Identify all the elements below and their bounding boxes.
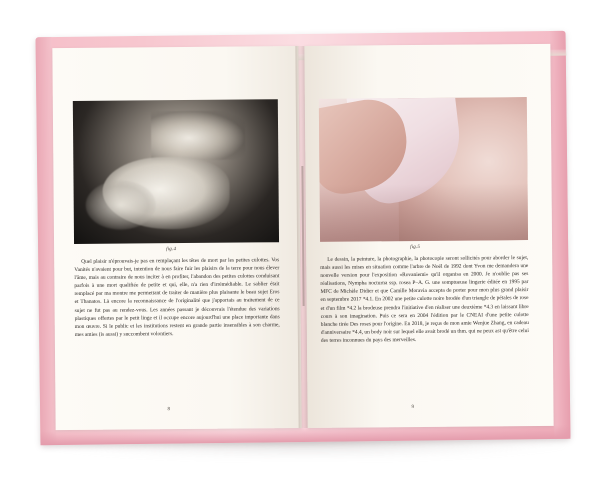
photo-flowers-region bbox=[151, 111, 246, 160]
book-pages bbox=[52, 44, 553, 430]
left-page bbox=[52, 46, 301, 430]
folio-right: 9 bbox=[411, 405, 415, 411]
black-and-white-photograph bbox=[73, 99, 279, 244]
photo-shadow-region bbox=[320, 183, 528, 242]
left-page-paragraph: Quel plaisir n'éprouvais-je pas en remplaçant les têtes de mort par les petites culottes. Vos Vanités n'avaient pour but, intention de nous faire fuir les plaisirs de la terre pour nous élever l'âme, mais au contraire de nous inciter à en profiter, l'abandon des petites culottes conduisant parfois à une mort qualifiée de petite et qui, elle, n'a rien d'irrémédiable. Le sablier était remplacé par ma montre me permettant de traiter de manière plus plaisante le beau sujet Eros et Thanatos. Là encore la reconnaissance de l'originalité que j'apportais au traitement de ce sujet ne fut pas au rendez-vous. Les années passant je découvrais l'étendue des variations plastiques offertes par le petit linge et il occupe encore aujourd'hui une place importante dans mon œuvre. Si le public et les institutions restent en grande partie insensibles à son charme, mes amies (is aussi) y succombent volontiers. bbox=[74, 257, 280, 338]
left-page-body-text bbox=[74, 256, 280, 339]
figure-caption-right: fig.5 bbox=[410, 244, 421, 251]
right-page-body-text bbox=[320, 254, 529, 345]
color-photograph bbox=[319, 97, 528, 242]
figure-caption-left: fig.4 bbox=[166, 247, 177, 253]
open-book bbox=[38, 34, 568, 446]
right-page-paragraph: Le dessin, la peinture, la photographie, la photocopie seront sollicités pour aborder le sujet, mais aussi les mises en situation comme l'arbre de Noël de 1992 dont Yvon me demandera une nouvelle version pour l'exposition «Rovaniemi» qu'il organisa en 2000. Je n'oublie pas ses réalisations, Nympha nocturna ssp. rosea P–A. G. une somptueuse lingerie éditée en 1995 par MFC de Michèle Didier et que Camille Moravia accepta de porter pour mon plus grand plaisir en septembre 2017 *4.1. En 2002 une petite culotte noire brodée d'un triangle de pétales de rose et d'un film *4.2 la brodeuse prendra l'initiative d'en réaliser une deuxième *4.3 en laissant libre cours à son imagination. Puis ce sera en 2004 l'édition par le CNEAI d'une petite culotte blanche tirée Des roses pour l'origine. En 2018, je reçus de mon amie Wenjue Zhang, en cadeau d'anniversaire *4.4, un body noir sur lequel elle avait brodé un thm. qui ne peux ast qu'être celui des terres inconnues du pays des merveilles. bbox=[320, 255, 529, 344]
folio-left: 8 bbox=[167, 407, 171, 413]
right-page bbox=[304, 44, 553, 428]
photo-lace-region bbox=[86, 180, 156, 229]
